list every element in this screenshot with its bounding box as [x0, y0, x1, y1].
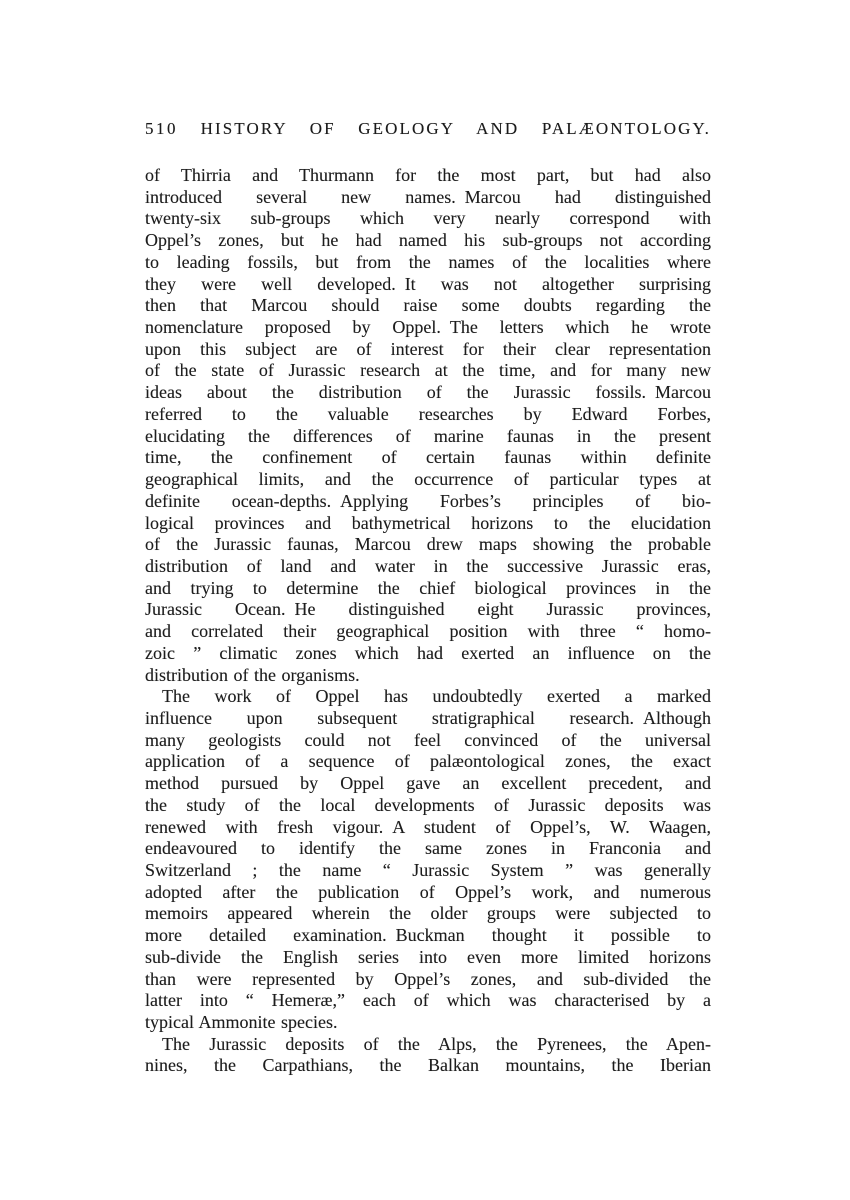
- text-line: elucidating the differences of marine faunas in the present: [145, 425, 711, 446]
- text-line: Oppel’s zones, but he had named his sub-groups not according: [145, 230, 711, 251]
- text-line: Switzerland ; the name “ Jurassic System ” was generally: [145, 860, 711, 880]
- text-line: definite ocean-depths. Applying Forbes’s principles of bio-: [145, 490, 711, 511]
- text-line: to leading fossils, but from the names of the localities where: [145, 251, 711, 272]
- text-line: nomenclature proposed by Oppel. The letters which he wrote: [145, 317, 711, 338]
- text-line: Jurassic Ocean. He distinguished eight Jurassic provinces,: [145, 599, 711, 620]
- text-line: adopted after the publication of Oppel’s work, and numerous: [145, 881, 711, 902]
- text-line: geographical limits, and the occurrence of particular types at: [145, 469, 711, 490]
- text-line: upon this subject are of interest for their clear representation: [145, 338, 711, 359]
- text-line: endeavoured to identify the same zones in Franconia and: [145, 838, 711, 859]
- text-line: time, the confinement of certain faunas within definite: [145, 447, 711, 468]
- text-line: ideas about the distribution of the Jurassic fossils. Marcou: [145, 382, 711, 403]
- text-line: The work of Oppel has undoubtedly exerted a marked: [162, 686, 711, 707]
- text-line: then that Marcou should raise some doubts regarding the: [145, 295, 711, 316]
- paragraph: [145, 1034, 711, 1077]
- text-line: twenty-six sub-groups which very nearly correspond with: [145, 208, 711, 229]
- text-line: referred to the valuable researches by Edward Forbes,: [145, 403, 711, 424]
- running-title: HISTORY OF GEOLOGY AND PALÆONTOLOGY.: [200, 119, 711, 138]
- text-line: typical Ammonite species.: [145, 1012, 338, 1033]
- text-line: introduced several new names. Marcou had distinguished: [145, 186, 711, 207]
- text-line: and trying to determine the chief biological provinces in the: [145, 577, 711, 598]
- paragraph: [145, 686, 711, 1034]
- text-line: distribution of land and water in the successive Jurassic eras,: [145, 555, 711, 576]
- text-line: of the Jurassic faunas, Marcou drew maps showing the probable: [145, 534, 711, 555]
- text-line: of the state of Jurassic research at the time, and for many new: [145, 360, 711, 381]
- text-line: logical provinces and bathymetrical horizons to the elucidation: [145, 512, 711, 533]
- page-number: 510: [145, 119, 178, 138]
- text-line: nines, the Carpathians, the Balkan mountains, the Iberian: [145, 1055, 711, 1076]
- paragraph: [145, 165, 711, 686]
- text-line: renewed with fresh vigour. A student of Oppel’s, W. Waagen,: [145, 816, 711, 837]
- text-line: latter into “ Hemeræ,” each of which was characterised by a: [145, 990, 711, 1011]
- text-line: distribution of the organisms.: [145, 664, 360, 685]
- page-content: [145, 119, 711, 1077]
- text-line: more detailed examination. Buckman thought it possible to: [145, 925, 711, 946]
- text-line: the study of the local developments of Jurassic deposits was: [145, 794, 711, 815]
- text-line: zoic ” climatic zones which had exerted an influence on the: [145, 642, 711, 663]
- running-head: [145, 119, 711, 139]
- text-line: and correlated their geographical position with three “ homo-: [145, 621, 711, 642]
- body-text: [145, 165, 711, 1077]
- text-line: sub-divide the English series into even more limited horizons: [145, 946, 711, 967]
- text-line: than were represented by Oppel’s zones, and sub-divided the: [145, 968, 711, 989]
- text-line: application of a sequence of palæontological zones, the exact: [145, 751, 711, 772]
- text-line: method pursued by Oppel gave an excellent precedent, and: [145, 773, 711, 794]
- text-line: many geologists could not feel convinced of the universal: [145, 729, 711, 750]
- text-line: they were well developed. It was not altogether surprising: [145, 273, 711, 294]
- text-line: memoirs appeared wherein the older groups were subjected to: [145, 903, 711, 924]
- text-line: influence upon subsequent stratigraphical research. Although: [145, 707, 711, 728]
- text-line: The Jurassic deposits of the Alps, the Pyrenees, the Apen-: [162, 1033, 711, 1054]
- text-line: of Thirria and Thurmann for the most part, but had also: [145, 165, 711, 185]
